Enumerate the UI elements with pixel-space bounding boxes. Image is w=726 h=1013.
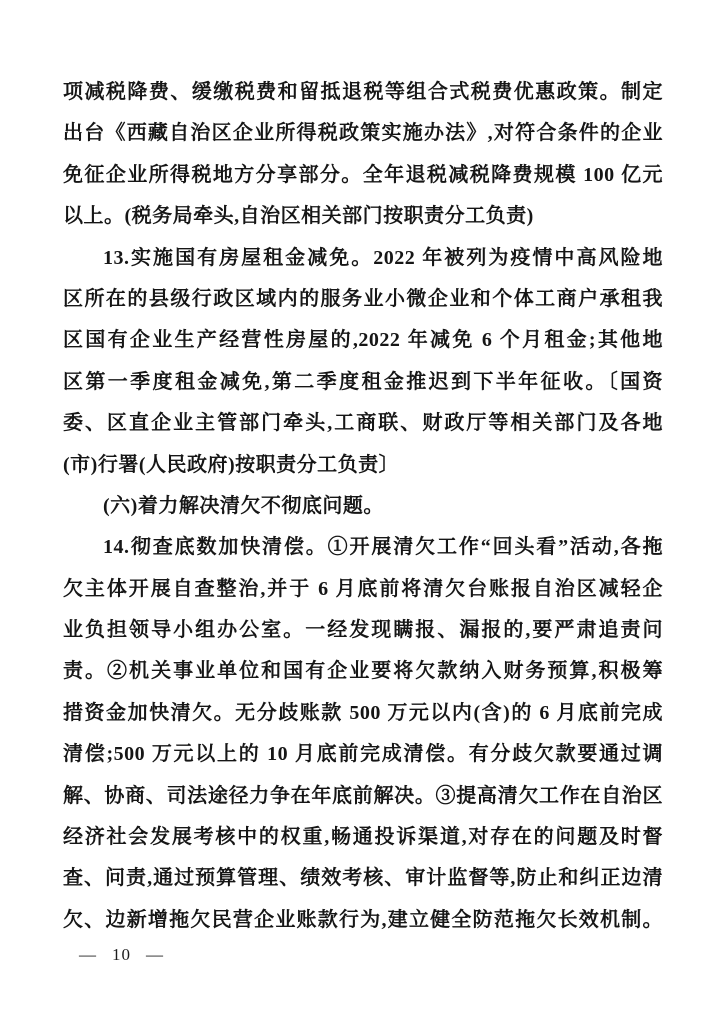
text-line [63,238,663,279]
heading-text: 13.实施国有房屋租金减免。 [103,246,374,269]
text-line [63,817,663,858]
footer-dash-right: — [146,945,164,964]
heading-text: 14.彻查底数加快清偿。 [103,536,328,559]
heading-text: (六)着力解决清欠不彻底问题。 [103,494,384,517]
text-line [63,196,663,237]
body-text: 查、问责,通过预算管理、绩效考核、审计监督等,防止和纠正边清 [63,867,663,890]
text-line [63,362,663,403]
body-text: 欠主体开展自查整治,并于 6 月底前将清欠台账报自治区减轻企 [63,577,663,600]
document-body [63,72,663,941]
body-text: 欠、边新增拖欠民营企业账款行为,建立健全防范拖欠长效机制。 [63,908,663,931]
text-line [63,900,663,941]
body-text: 区所在的县级行政区域内的服务业小微企业和个体工商户承租我 [63,287,663,310]
body-text: 清偿;500 万元以上的 10 月底前完成清偿。有分歧欠款要通过调 [63,743,663,766]
text-line [63,651,663,692]
text-line [63,486,663,527]
body-text: 解、协商、司法途径力争在年底前解决。③提高清欠工作在自治区 [63,784,663,807]
body-text: 区国有企业生产经营性房屋的,2022 年减免 6 个月租金;其他地 [63,329,663,352]
text-line [63,279,663,320]
text-line [63,734,663,775]
body-text: 2022 年被列为疫情中高风险地 [373,246,663,269]
text-line [63,72,663,113]
page-footer [79,942,164,968]
body-text: (市)行署(人民政府)按职责分工负责〕 [63,453,400,476]
text-line [63,320,663,361]
body-text: 措资金加快清欠。无分歧账款 500 万元以内(含)的 6 月底前完成 [63,701,663,724]
body-text: 委、区直企业主管部门牵头,工商联、财政厅等相关部门及各地 [63,412,663,435]
body-text: 项减税降费、缓缴税费和留抵退税等组合式税费优惠政策。制定 [63,81,663,103]
text-line [63,693,663,734]
body-text: 责。②机关事业单位和国有企业要将欠款纳入财务预算,积极筹 [63,660,663,683]
body-text: ①开展清欠工作“回头看”活动,各拖 [327,536,663,559]
page-number: 10 [112,945,131,964]
text-line [63,776,663,817]
text-line [63,445,663,486]
text-line [63,569,663,610]
body-text: 经济社会发展考核中的权重,畅通投诉渠道,对存在的问题及时督 [63,826,663,849]
footer-dash-left: — [79,945,97,964]
body-text: 出台《西藏自治区企业所得税政策实施办法》,对符合条件的企业 [63,122,663,145]
body-text: 区第一季度租金减免,第二季度租金推迟到下半年征收。〔国资 [63,370,663,393]
body-text: 业负担领导小组办公室。一经发现瞒报、漏报的,要严肃追责问 [63,619,663,642]
text-line [63,527,663,568]
text-line [63,403,663,444]
text-line [63,858,663,899]
body-text: 免征企业所得税地方分享部分。全年退税减税降费规模 100 亿元 [63,163,663,186]
text-line [63,155,663,196]
body-text: 以上。(税务局牵头,自治区相关部门按职责分工负责) [63,205,534,228]
text-line [63,113,663,154]
text-line [63,610,663,651]
